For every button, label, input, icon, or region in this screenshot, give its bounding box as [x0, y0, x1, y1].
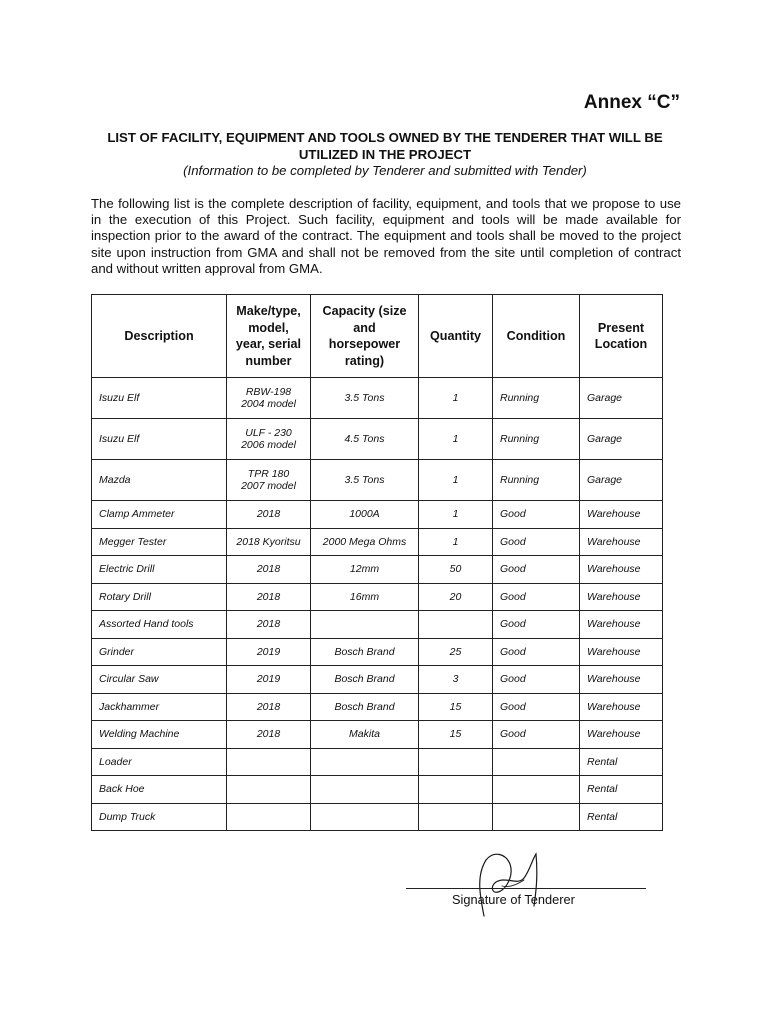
table-row: [92, 378, 663, 419]
cell-condition: [493, 803, 580, 831]
cell-description: Clamp Ammeter: [92, 501, 227, 529]
cell-quantity: 1: [419, 419, 493, 460]
cell-condition: Good: [493, 721, 580, 749]
document-title: LIST OF FACILITY, EQUIPMENT AND TOOLS OWNED BY THE TENDERER THAT WILL BE UTILIZED IN THE PROJECT: [107, 130, 663, 162]
cell-quantity: 1: [419, 460, 493, 501]
cell-capacity: 1000A: [311, 501, 419, 529]
cell-make: 2018: [227, 721, 311, 749]
cell-capacity: Bosch Brand: [311, 693, 419, 721]
table-row: [92, 776, 663, 804]
cell-quantity: 1: [419, 378, 493, 419]
cell-quantity: [419, 748, 493, 776]
cell-capacity: Bosch Brand: [311, 666, 419, 694]
cell-description: Back Hoe: [92, 776, 227, 804]
cell-make: 2018: [227, 693, 311, 721]
cell-capacity: Bosch Brand: [311, 638, 419, 666]
cell-description: Dump Truck: [92, 803, 227, 831]
cell-make: [227, 419, 311, 460]
cell-quantity: 15: [419, 721, 493, 749]
cell-description: Megger Tester: [92, 528, 227, 556]
handwritten-signature: [406, 846, 646, 918]
cell-quantity: 1: [419, 528, 493, 556]
table-row: [92, 693, 663, 721]
cell-capacity: 2000 Mega Ohms: [311, 528, 419, 556]
cell-condition: Good: [493, 556, 580, 584]
cell-capacity: [311, 776, 419, 804]
cell-quantity: [419, 803, 493, 831]
cell-description: Mazda: [92, 460, 227, 501]
cell-description: Assorted Hand tools: [92, 611, 227, 639]
cell-condition: Good: [493, 501, 580, 529]
header-location: Present Location: [580, 295, 663, 378]
cell-quantity: 3: [419, 666, 493, 694]
cell-make-line: 2007 model: [241, 480, 296, 492]
cell-location: Warehouse: [580, 638, 663, 666]
cell-make-line: TPR 180: [247, 468, 290, 480]
annex-label: Annex “C”: [583, 92, 680, 113]
cell-location: Warehouse: [580, 721, 663, 749]
cell-capacity: 12mm: [311, 556, 419, 584]
table-row: [92, 501, 663, 529]
cell-location: Garage: [580, 460, 663, 501]
cell-capacity: [311, 748, 419, 776]
cell-make-line: RBW-198: [245, 386, 292, 398]
cell-make: 2018: [227, 501, 311, 529]
cell-description: Grinder: [92, 638, 227, 666]
header-make: Make/type, model, year, serial number: [227, 295, 311, 378]
cell-location: Warehouse: [580, 556, 663, 584]
cell-make: 2019: [227, 666, 311, 694]
table-row: [92, 666, 663, 694]
cell-condition: Good: [493, 583, 580, 611]
cell-quantity: 20: [419, 583, 493, 611]
cell-make-line: 2006 model: [241, 439, 296, 451]
cell-condition: Running: [493, 419, 580, 460]
cell-condition: Good: [493, 528, 580, 556]
cell-capacity: 4.5 Tons: [311, 419, 419, 460]
cell-description: Welding Machine: [92, 721, 227, 749]
cell-description: Loader: [92, 748, 227, 776]
header-condition: Condition: [493, 295, 580, 378]
cell-make: 2018: [227, 556, 311, 584]
table-row: [92, 748, 663, 776]
cell-location: Rental: [580, 803, 663, 831]
cell-description: Electric Drill: [92, 556, 227, 584]
cell-make: [227, 460, 311, 501]
cell-description: Jackhammer: [92, 693, 227, 721]
table-row: [92, 803, 663, 831]
cell-location: Rental: [580, 748, 663, 776]
cell-capacity: 3.5 Tons: [311, 460, 419, 501]
table-header-row: [92, 295, 663, 378]
table-row: [92, 419, 663, 460]
cell-condition: [493, 748, 580, 776]
cell-condition: Good: [493, 693, 580, 721]
cell-location: Warehouse: [580, 666, 663, 694]
cell-capacity: [311, 803, 419, 831]
signature-label: Signature of Tenderer: [452, 892, 575, 907]
document-subtitle: (Information to be completed by Tenderer and submitted with Tender): [183, 163, 587, 178]
cell-quantity: 1: [419, 501, 493, 529]
signature-line: [406, 888, 646, 889]
cell-location: Garage: [580, 419, 663, 460]
cell-quantity: 50: [419, 556, 493, 584]
cell-make: [227, 748, 311, 776]
cell-quantity: 25: [419, 638, 493, 666]
table-row: [92, 583, 663, 611]
table-row: [92, 721, 663, 749]
cell-location: Warehouse: [580, 693, 663, 721]
cell-description: Rotary Drill: [92, 583, 227, 611]
table-row: [92, 556, 663, 584]
cell-location: Rental: [580, 776, 663, 804]
cell-capacity: 16mm: [311, 583, 419, 611]
cell-condition: Running: [493, 378, 580, 419]
cell-make: 2019: [227, 638, 311, 666]
table-row: [92, 528, 663, 556]
table-row: [92, 638, 663, 666]
cell-make: [227, 776, 311, 804]
cell-condition: [493, 776, 580, 804]
cell-condition: Good: [493, 611, 580, 639]
cell-make: 2018: [227, 583, 311, 611]
table-row: [92, 611, 663, 639]
cell-description: Isuzu Elf: [92, 378, 227, 419]
header-quantity: Quantity: [419, 295, 493, 378]
cell-make: 2018 Kyoritsu: [227, 528, 311, 556]
cell-quantity: [419, 611, 493, 639]
cell-make-line: ULF - 230: [245, 427, 292, 439]
cell-make-line: 2004 model: [241, 398, 296, 410]
cell-condition: Good: [493, 638, 580, 666]
cell-capacity: Makita: [311, 721, 419, 749]
cell-make: [227, 378, 311, 419]
cell-location: Warehouse: [580, 583, 663, 611]
cell-make: 2018: [227, 611, 311, 639]
cell-condition: Running: [493, 460, 580, 501]
cell-location: Warehouse: [580, 501, 663, 529]
cell-location: Warehouse: [580, 611, 663, 639]
header-description: Description: [92, 295, 227, 378]
intro-paragraph: The following list is the complete description of facility, equipment, and tools that we propose to use in the execution of this Project. Such facility, equipment and tools will be made available for inspection prior to the award of the contract. The equipment and tools shall be moved to the project site upon instruction from GMA and shall not be removed from the site until completion of contract and without written approval from GMA.: [91, 196, 681, 276]
signature-block: [406, 846, 646, 918]
cell-make: [227, 803, 311, 831]
cell-capacity: [311, 611, 419, 639]
header-capacity: Capacity (size and horsepower rating): [311, 295, 419, 378]
cell-description: Isuzu Elf: [92, 419, 227, 460]
equipment-table: [91, 294, 663, 831]
cell-condition: Good: [493, 666, 580, 694]
cell-location: Garage: [580, 378, 663, 419]
cell-quantity: 15: [419, 693, 493, 721]
cell-description: Circular Saw: [92, 666, 227, 694]
cell-quantity: [419, 776, 493, 804]
cell-location: Warehouse: [580, 528, 663, 556]
cell-capacity: 3.5 Tons: [311, 378, 419, 419]
table-row: [92, 460, 663, 501]
